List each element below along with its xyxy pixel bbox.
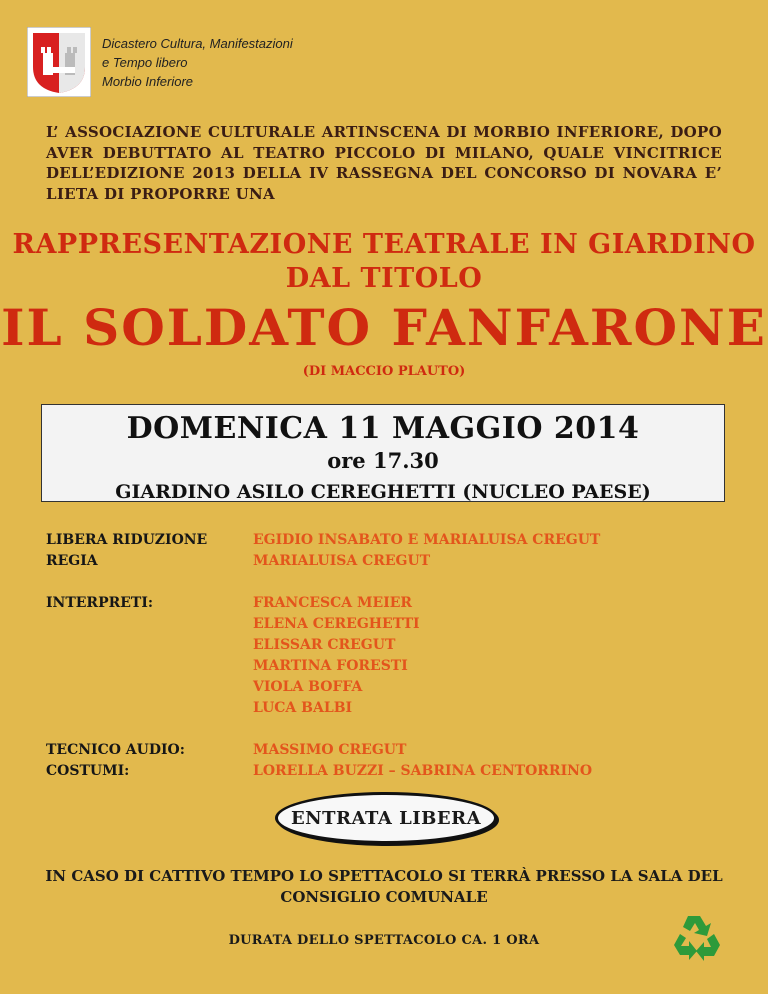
credit-label: REGIA: [46, 553, 98, 569]
credit-row: [46, 551, 726, 572]
duration-note: DURATA DELLO SPETTACOLO CA. 1 ORA: [228, 933, 540, 948]
cast-member: VIOLA BOFFA: [253, 679, 363, 695]
department-name: [102, 34, 293, 91]
credit-label: INTERPRETI:: [46, 595, 154, 611]
cast-member: ELISSAR CREGUT: [253, 637, 396, 653]
event-subtitle: [0, 228, 768, 296]
recycle-icon: [670, 912, 724, 962]
event-time: ore 17.30: [327, 448, 439, 473]
credit-value: LORELLA BUZZI – SABRINA CENTORRINO: [253, 763, 593, 779]
credit-value: MASSIMO CREGUT: [253, 742, 407, 758]
credits-list: [46, 530, 726, 782]
credit-row: [46, 740, 726, 761]
event-place: GIARDINO ASILO CEREGHETTI (NUCLEO PAESE): [115, 481, 651, 503]
credit-row: [46, 530, 726, 551]
credit-label: LIBERA RIDUZIONE: [46, 532, 208, 548]
cast-member: MARTINA FORESTI: [253, 658, 408, 674]
cast-member: ELENA CEREGHETTI: [253, 616, 420, 632]
subtitle-line: DAL TITOLO: [285, 263, 483, 294]
credit-label: COSTUMI:: [46, 763, 130, 779]
event-title: IL SOLDATO FANFARONE: [1, 298, 767, 357]
subtitle-line: RAPPRESENTAZIONE TEATRALE IN GIARDINO: [12, 229, 756, 260]
event-date: DOMENICA 11 MAGGIO 2014: [126, 411, 640, 446]
department-line: Dicastero Cultura, Manifestazioni: [102, 36, 293, 51]
cast-member: LUCA BALBI: [253, 700, 353, 716]
event-author: (DI MACCIO PLAUTO): [302, 364, 466, 379]
intro-text: L’ ASSOCIAZIONE CULTURALE ARTINSCENA DI MORBIO INFERIORE, DOPO AVER DEBUTTATO AL TEATRO PICCOLO DI MILANO, QUALE VINCITRICE DELL’EDIZIONE 2013 DELLA IV RASSEGNA DEL CONCORSO DI NOVARA E’ LIETA DI PROPORRE UNA: [46, 123, 722, 203]
schedule-box: [41, 404, 725, 502]
cast-list: [253, 593, 420, 719]
department-line: Morbio Inferiore: [102, 74, 194, 89]
credit-value: MARIALUISA CREGUT: [253, 553, 431, 569]
cast-member: FRANCESCA MEIER: [253, 595, 413, 611]
coat-of-arms-icon: [27, 27, 91, 97]
department-line: e Tempo libero: [102, 55, 188, 70]
weather-note: IN CASO DI CATTIVO TEMPO LO SPETTACOLO SI TERRÀ PRESSO LA SALA DEL CONSIGLIO COMUNALE: [45, 867, 723, 906]
free-entry-badge: ENTRATA LIBERA: [275, 792, 497, 844]
credit-row: [46, 761, 726, 782]
credit-label: TECNICO AUDIO:: [46, 742, 185, 758]
credit-value: EGIDIO INSABATO E MARIALUISA CREGUT: [253, 532, 601, 548]
credit-row: [46, 593, 726, 719]
